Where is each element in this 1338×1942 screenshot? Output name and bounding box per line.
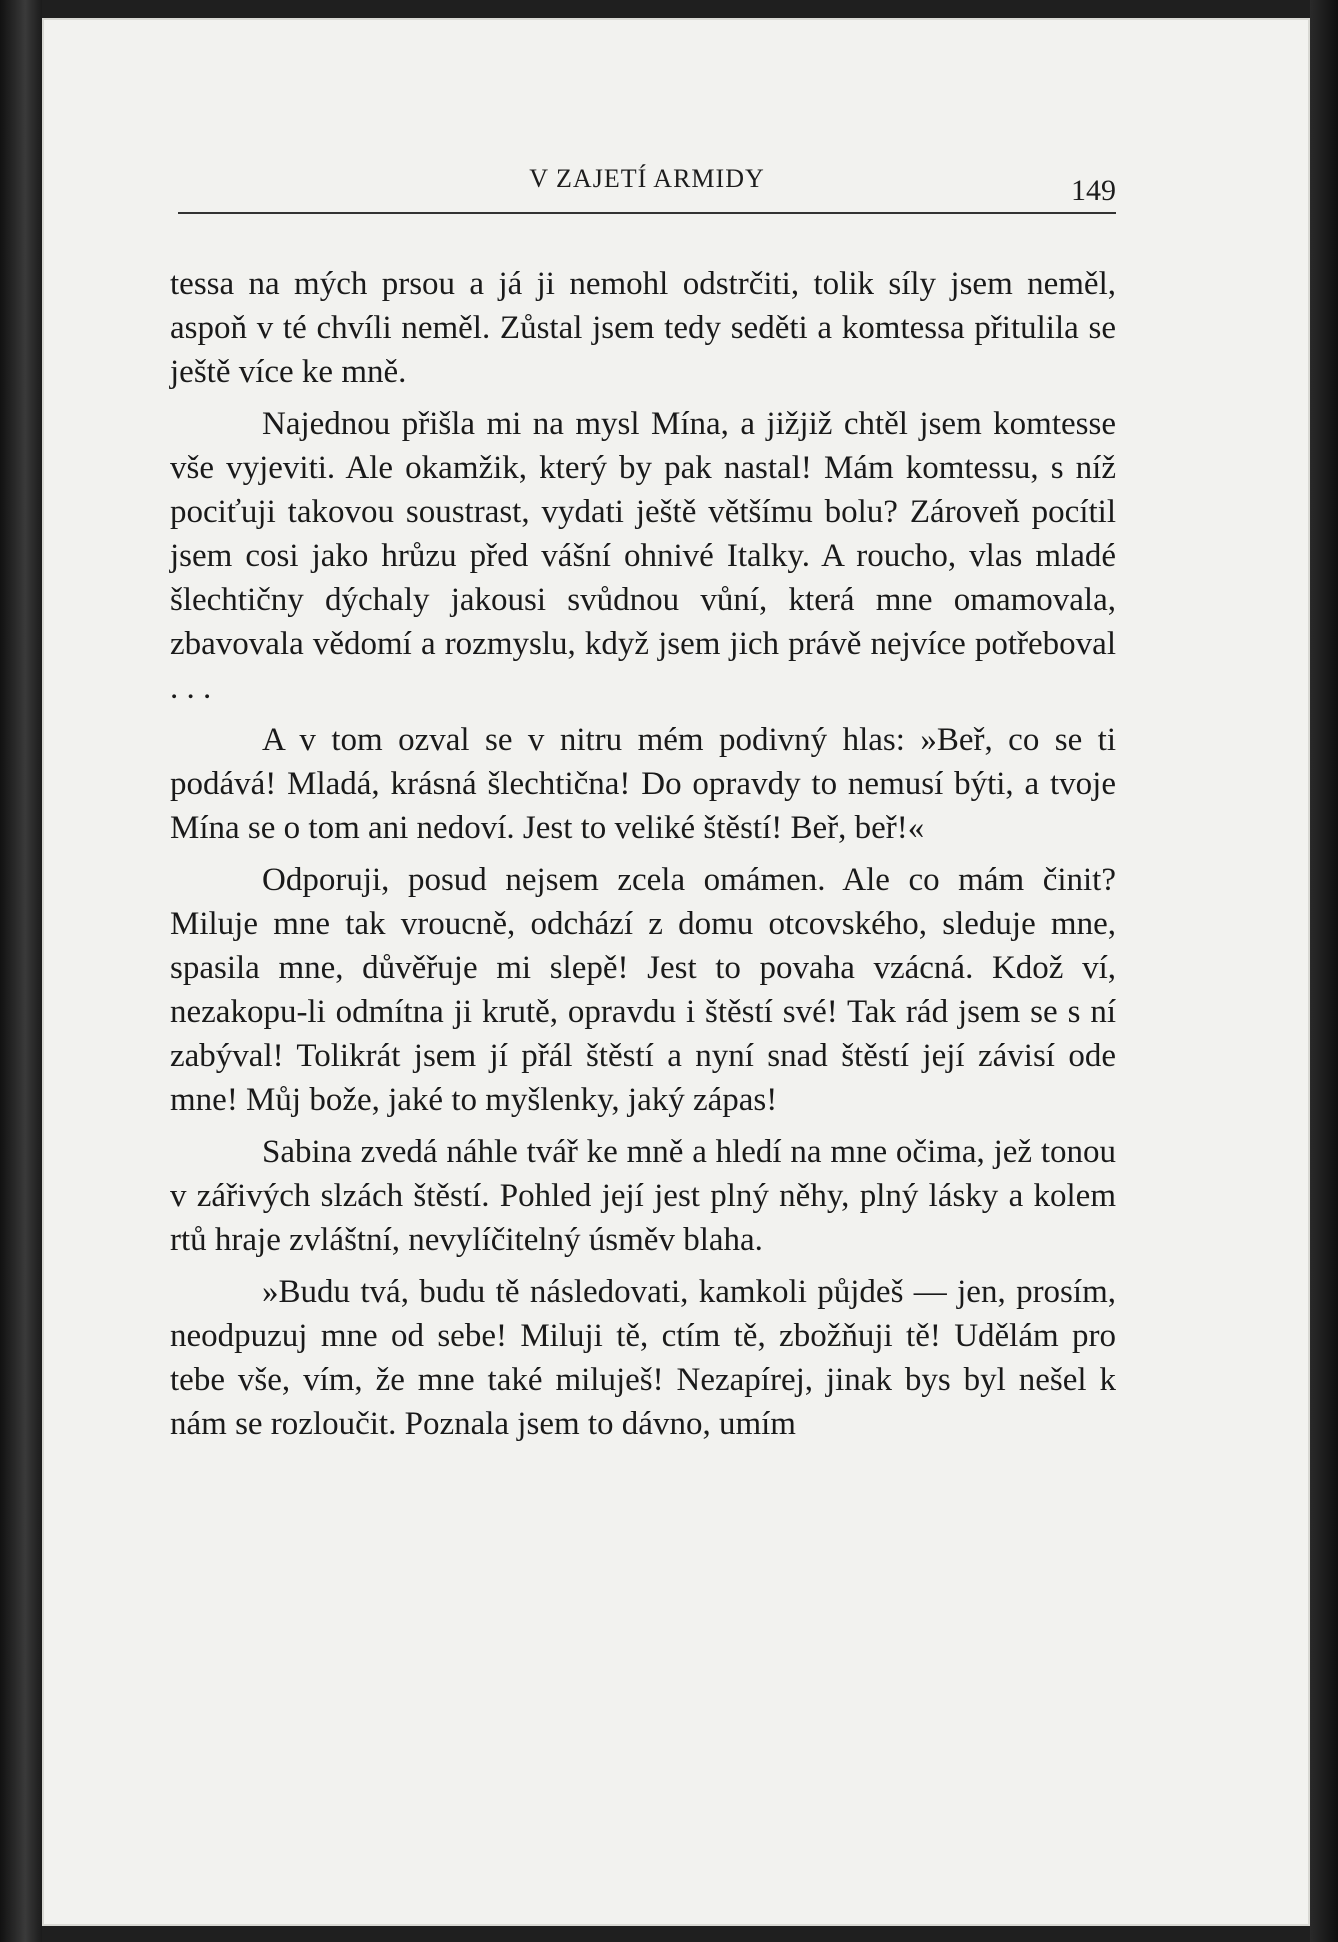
- page-number: 149: [1071, 174, 1116, 207]
- running-title: V ZAJETÍ ARMIDY: [529, 164, 765, 193]
- book-binding-edge: [0, 0, 42, 1942]
- page-right-edge: [1310, 0, 1338, 1942]
- paragraph: Najednou přišla mi na mysl Mína, a jižjiž chtěl jsem komtesse vše vyjeviti. Ale okamžik, který by pak nastal! Mám komtessu, s níž pociťuji takovou soustrast, vydati ještě většímu bolu? Zároveň pocítil jsem cosi jako hrůzu před vášní ohnivé Italky. A roucho, vlas mladé šlechtičny dýchaly jakousi svůdnou vůní, která mne omamovala, zbavovala vědomí a rozmyslu, když jsem jich právě nejvíce potřeboval . . .: [170, 406, 1116, 706]
- paragraph: A v tom ozval se v nitru mém podivný hlas: »Beř, co se ti podává! Mladá, krásná šlechtična! Do opravdy to nemusí býti, a tvoje Mína se o tom ani nedoví. Jest to veliké štěstí! Beř, beř!«: [170, 722, 1116, 846]
- page-header: [178, 160, 1116, 214]
- paragraph: »Budu tvá, budu tě následovati, kamkoli půjdeš — jen, prosím, neodpuzuj mne od sebe! Miluji tě, ctím tě, zbožňuji tě! Udělám pro tebe vše, vím, že mne také miluješ! Nezapírej, jinak bys byl nešel k nám se rozloučit. Poznala jsem to dávno, umím: [170, 1274, 1116, 1442]
- paragraph: Sabina zvedá náhle tvář ke mně a hledí na mne očima, jež tonou v zářivých slzách štěstí. Pohled její jest plný něhy, plný lásky a kolem rtů hraje zvláštní, nevylíčitelný úsměv blaha.: [170, 1134, 1116, 1258]
- body-text: [170, 262, 1116, 1454]
- paragraph: tessa na mých prsou a já ji nemohl odstrčiti, tolik síly jsem neměl, aspoň v té chvíli neměl. Zůstal jsem tedy seděti a komtessa přitulila se ještě více ke mně.: [170, 266, 1116, 390]
- paragraph: Odporuji, posud nejsem zcela omámen. Ale co mám činit? Miluje mne tak vroucně, odchází z domu otcovského, sleduje mne, spasila mne, důvěřuje mi slepě! Jest to povaha vzácná. Kdož ví, nezakopu-li odmítna ji krutě, opravdu i štěstí své! Tak rád jsem se s ní zabýval! Tolikrát jsem jí přál štěstí a nyní snad štěstí její závisí ode mne! Můj bože, jaké to myšlenky, jaký zápas!: [170, 862, 1116, 1118]
